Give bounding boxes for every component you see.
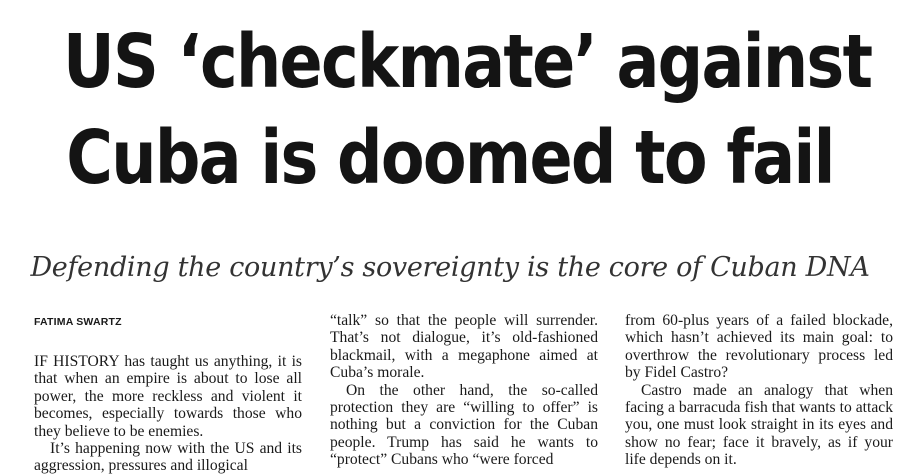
paragraph: It’s happening now with the US and its aggression, pressures and illogical bbox=[34, 440, 302, 475]
paragraph: Castro made an analogy that when facing a barracuda fish that wants to attack you, one must look straight in its eyes and show no fear; face it bravely, as if your life depends on it. bbox=[625, 381, 893, 469]
headline-line-2: Cuba is doomed to fail bbox=[66, 115, 834, 201]
article-column-2 bbox=[330, 312, 598, 469]
byline: FATIMA SWARTZ bbox=[34, 316, 122, 328]
paragraph: On the other hand, the so-called protection they are “willing to offer” is nothing but a conviction for the Cuban people. Trump has said he wants to “protect” Cubans who “were forced bbox=[330, 381, 598, 469]
headline bbox=[63, 14, 872, 206]
paragraph: IF HISTORY has taught us anything, it is that when an empire is about to lose all power, the more reckless and violent it becomes, especially towards those who they believe to be enemies. bbox=[34, 353, 302, 440]
paragraph: from 60-plus years of a failed blockade, which hasn’t achieved its main goal: to overthrow the revolutionary process led by Fidel Castro? bbox=[625, 312, 893, 382]
headline-line-1: US ‘checkmate’ against bbox=[63, 19, 872, 105]
standfirst: Defending the country’s sovereignty is the core of Cuban DNA bbox=[30, 252, 870, 283]
article-column-1 bbox=[34, 312, 302, 475]
article-column-3 bbox=[625, 312, 893, 469]
paragraph: “talk” so that the people will surrender. That’s not dialogue, it’s old-fashioned blackmail, with a megaphone aimed at Cuba’s morale. bbox=[330, 312, 598, 382]
